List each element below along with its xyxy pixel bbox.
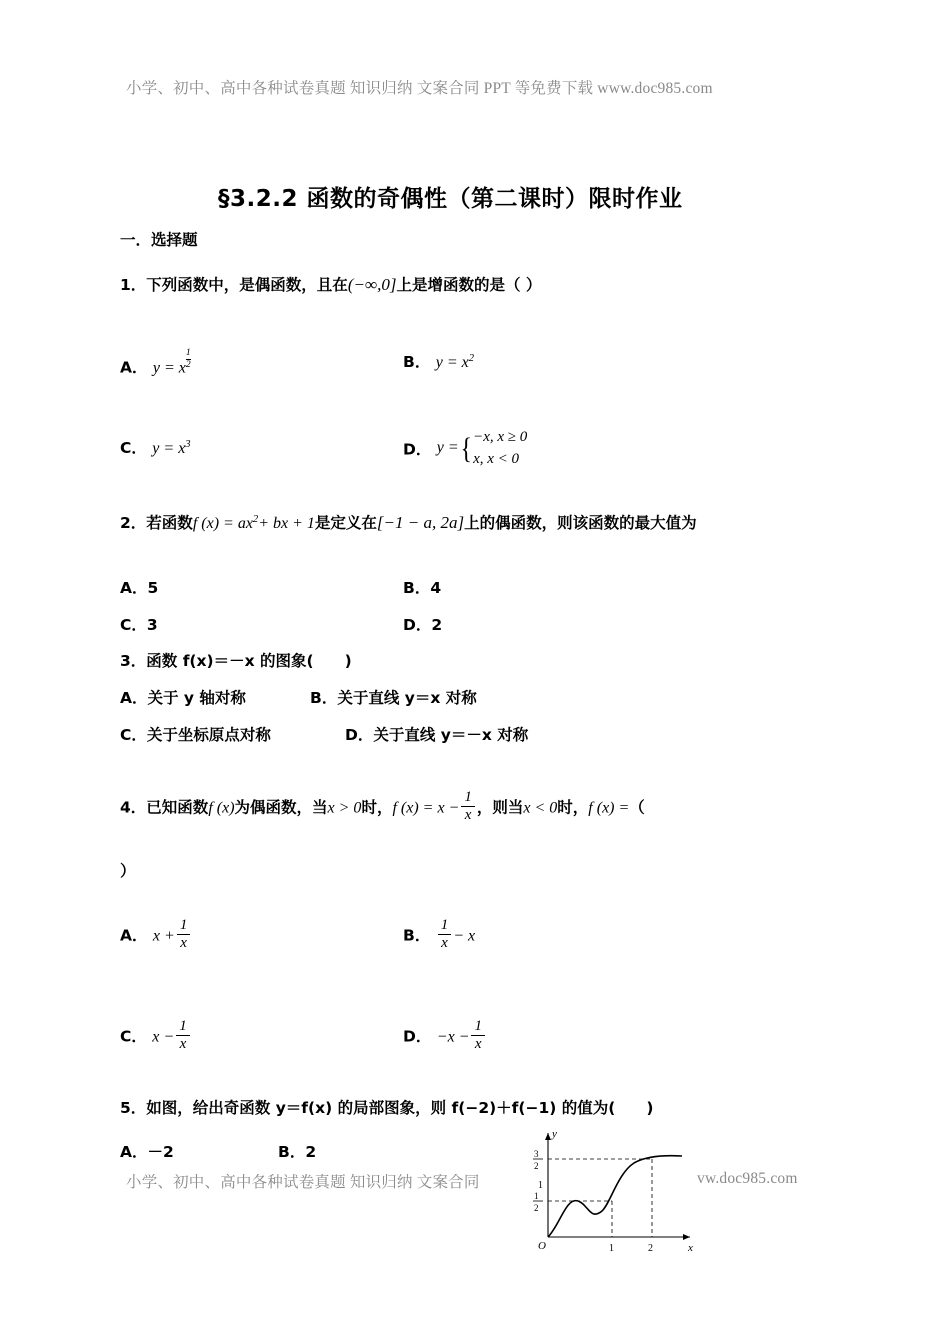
- graph-y-label: y: [552, 1128, 557, 1140]
- q5-option-b: B．2: [278, 1143, 317, 1161]
- q4-text-a: 已知函数: [146, 798, 209, 817]
- q4-option-b-label: B．: [403, 926, 431, 945]
- q1-option-b-label: B．: [403, 353, 431, 371]
- section-heading: 一．选择题: [120, 231, 198, 249]
- q4-text-e: 时，: [557, 798, 589, 817]
- q4-option-c: [120, 1019, 192, 1055]
- q4-text-d: ，则当: [476, 798, 524, 817]
- q1-option-d-row2: x, x < 0: [473, 450, 520, 467]
- q4-option-d-head: −x −: [436, 1028, 470, 1046]
- q3-option-b: B．关于直线 y＝x 对称: [310, 689, 477, 707]
- q5-number: 5．: [120, 1099, 147, 1117]
- q5-option-a: A．－2: [120, 1143, 174, 1161]
- q1-text-b: 上是增函数的是（ ）: [396, 276, 542, 294]
- q2-text-a: 若函数: [146, 514, 193, 532]
- q1-option-c: [120, 436, 191, 458]
- q1-option-c-expr: y = x: [152, 440, 186, 457]
- graph-tick-1: 1: [609, 1243, 614, 1254]
- q5-figure: [530, 1125, 710, 1255]
- q1-number: 1．: [120, 276, 147, 294]
- graph-y-tick-half-den: 2: [534, 1203, 539, 1213]
- q4-cond-1: x > 0: [327, 799, 362, 817]
- graph-x-label: x: [688, 1242, 693, 1254]
- q1-option-d-expr: [437, 427, 527, 471]
- q3-option-d: D．关于直线 y＝－x 对称: [345, 726, 529, 744]
- q1-option-a: [120, 348, 191, 378]
- q4-option-b-fraction: $\frac{1}{x}$: [438, 917, 452, 953]
- q4-option-b: [403, 918, 475, 954]
- q4-option-c-head: x −: [152, 1028, 175, 1046]
- q4-option-a-fraction: $\frac{1}{x}$: [177, 917, 191, 953]
- q1-option-d-head: y =: [436, 439, 459, 457]
- q1-option-a-expr: y = x: [152, 359, 186, 377]
- watermark-bottom-left: 小学、初中、高中各种试卷真题 知识归纳 文案合同: [126, 1174, 480, 1191]
- q4-text-f: （: [629, 798, 645, 817]
- q3-option-c: C．关于坐标原点对称: [120, 726, 271, 744]
- q1-option-d-label: D．: [403, 440, 432, 459]
- page-title: §3.2.2 函数的奇偶性（第二课时）限时作业: [218, 186, 683, 212]
- q4-fx-2: f (x) =: [588, 799, 630, 817]
- q1-option-d: [403, 428, 527, 472]
- q2-number: 2．: [120, 514, 147, 532]
- q4-expr-fraction: $\frac{1}{x}$: [461, 789, 475, 825]
- q4-option-d: [403, 1019, 487, 1055]
- q2-expr: f (x) = ax: [192, 515, 253, 532]
- q2-interval: [−1 − a, 2a]: [376, 513, 465, 532]
- q1-option-c-label: C．: [120, 439, 147, 457]
- q4-fx-1: f (x): [208, 799, 235, 817]
- q2-text-c: 上的偶函数，则该函数的最大值为: [464, 514, 697, 532]
- graph-origin-label: O: [538, 1240, 546, 1252]
- question-1: [120, 272, 840, 298]
- q1-option-d-row1: −x, x ≥ 0: [473, 429, 528, 445]
- q4-option-d-label: D．: [403, 1027, 432, 1046]
- q4-option-d-fraction: $\frac{1}{x}$: [471, 1018, 485, 1054]
- watermark-top: 小学、初中、高中各种试卷真题 知识归纳 文案合同 PPT 等免费下载 www.doc985.com: [126, 80, 713, 97]
- q3-number: 3．: [120, 652, 147, 670]
- q1-option-b: [403, 350, 474, 372]
- question-4: [120, 790, 880, 826]
- q4-option-c-label: C．: [120, 1027, 147, 1046]
- graph-y-tick-two: 2: [534, 1161, 539, 1171]
- q4-option-a-head: x +: [152, 927, 175, 945]
- q4-option-a: [120, 918, 192, 954]
- q4-cond-2: x < 0: [523, 799, 558, 817]
- question-5: [120, 1097, 880, 1120]
- q4-text-b: 为偶函数，当: [234, 798, 328, 817]
- q4-number: 4．: [120, 798, 147, 817]
- q2-expr-b: + bx + 1: [258, 515, 315, 532]
- q2-text-b: 是定义在: [314, 514, 377, 532]
- watermark-bottom-right: vw.doc985.com: [697, 1170, 798, 1187]
- q1-interval: (−∞,0]: [347, 275, 397, 294]
- q1-option-b-expr: y = x: [435, 354, 469, 371]
- q4-expr-head: f (x) = x −: [392, 799, 460, 817]
- question-2: [120, 510, 860, 536]
- q2-expr-sup: 2: [252, 513, 259, 525]
- graph-y-tick-one: 1: [538, 1180, 543, 1191]
- q3-text: 函数 f(x)＝－x 的图象( ): [146, 652, 352, 670]
- q1-option-a-label: A．: [120, 358, 148, 377]
- q2-option-a: A．5: [120, 579, 159, 597]
- graph-y-tick-half-num: 1: [534, 1191, 539, 1201]
- odd-function-graph: [530, 1125, 710, 1255]
- q4-text-c: 时，: [361, 798, 393, 817]
- graph-y-tick-three: 3: [534, 1149, 539, 1159]
- question-3: [120, 650, 860, 673]
- q1-option-b-exponent: 2: [468, 352, 474, 364]
- q2-option-d: D．2: [403, 616, 443, 634]
- q3-option-a: A．关于 y 轴对称: [120, 689, 246, 707]
- graph-tick-2: 2: [648, 1243, 653, 1254]
- q2-option-b: B．4: [403, 579, 442, 597]
- q5-text: 如图，给出奇函数 y＝f(x) 的局部图象，则 f(−2)＋f(−1) 的值为( ): [146, 1099, 654, 1117]
- q1-text-a: 下列函数中，是偶函数，且在: [146, 276, 348, 294]
- q4-option-b-tail: − x: [453, 927, 476, 945]
- q4-text-close: ）: [120, 862, 136, 880]
- left-brace-icon: {: [460, 431, 472, 465]
- q1-option-c-exponent: 3: [185, 438, 191, 450]
- q4-option-c-fraction: $\frac{1}{x}$: [176, 1018, 190, 1054]
- q2-option-c: C．3: [120, 616, 158, 634]
- q1-option-a-exponent: $\frac{1}{2}$: [185, 347, 191, 370]
- q4-option-a-label: A．: [120, 926, 148, 945]
